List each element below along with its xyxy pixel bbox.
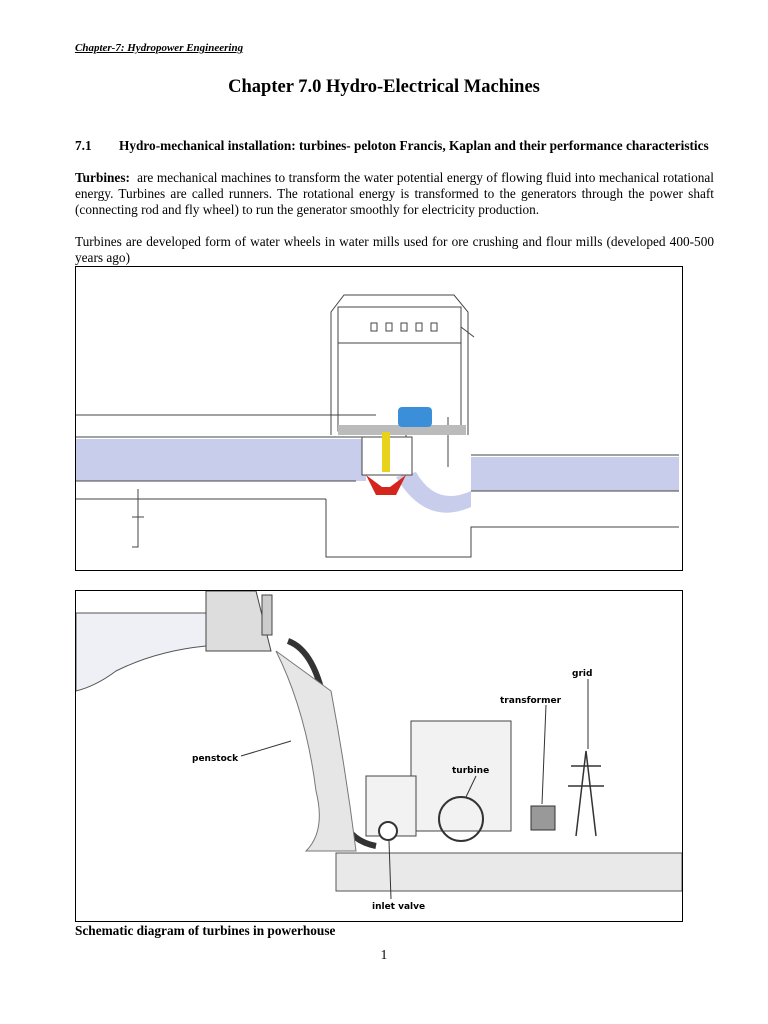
turbines-definition: are mechanical machines to transform the water potential energy of flowing fluid into mechanical rotational energy. Turbines are called runners. The rotational energy is transformed to the generators through the power shaft (connecting rod and fly wheel) to run the generator smoothly for electricity production. (75, 170, 714, 217)
surge-tower (262, 595, 272, 635)
draft-tube (396, 472, 471, 513)
hillside (276, 651, 356, 851)
reservoir (76, 613, 206, 691)
section-heading-text: Hydro-mechanical installation: turbines- peloton Francis, Kaplan and their performance characteristics (119, 138, 709, 153)
label-penstock: penstock (192, 754, 239, 764)
turbine-shaft (382, 432, 390, 472)
schematic-figure (75, 590, 683, 922)
headwater-area (76, 439, 366, 481)
transformer-icon (531, 806, 555, 830)
ground (336, 853, 682, 891)
label-inlet-valve: inlet valve (372, 902, 426, 912)
powerhouse-section-drawing (76, 267, 682, 570)
running-header: Chapter-7: Hydropower Engineering (75, 42, 244, 54)
figure-caption: Schematic diagram of turbines in powerhouse (75, 923, 336, 938)
label-turbine: turbine (452, 766, 490, 776)
generator-icon (398, 407, 432, 427)
dam (206, 591, 271, 651)
section-heading (75, 138, 715, 154)
section-number: 7.1 (75, 138, 92, 153)
page-number: 1 (380, 947, 388, 962)
label-transformer: transformer (500, 696, 562, 706)
tailwater-area (471, 457, 679, 491)
turbines-paragraph (75, 170, 714, 218)
grid-pylon (568, 751, 604, 836)
inlet-valve-icon (379, 822, 397, 840)
turbines-term: Turbines: (75, 170, 130, 185)
history-paragraph: Turbines are developed form of water wheels in water mills used for ore crushing and flour mills (developed 400-500 years ago) (75, 234, 714, 265)
powerhouse-section-figure (75, 266, 683, 571)
chapter-title: Chapter 7.0 Hydro-Electrical Machines (228, 77, 540, 97)
label-grid: grid (572, 669, 593, 679)
powerhouse-building (411, 721, 511, 831)
schematic-drawing (76, 591, 682, 921)
